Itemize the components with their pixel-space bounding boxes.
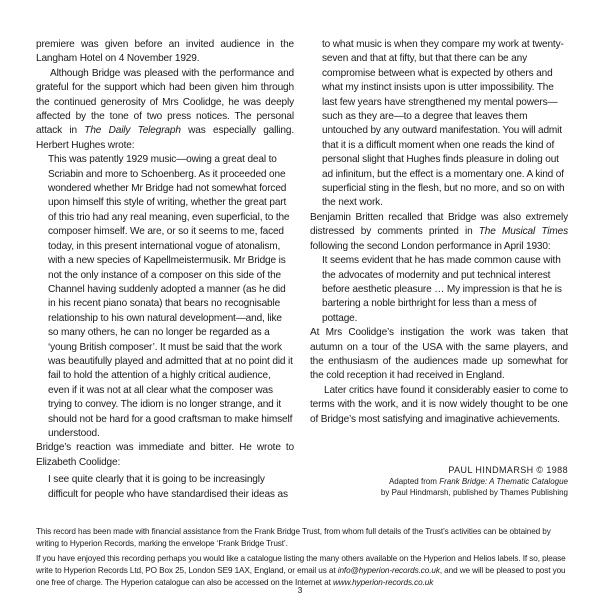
quote-text: I see quite clearly that it is going to be increasingly difficult for people who have standardised their ideas as	[48, 474, 288, 500]
trust-note: This record has been made with financial assistance from the Frank Bridge Trust, from whom full details of the Trust’s activities can be obtained by writing to Hyperion Records, marking the envelope ‘Frank Bridge Trust’.	[36, 527, 551, 548]
quote-text: to what music is when they compare my work at twenty-seven and that at fifty, but that there can be any compromise between what is expected by others and what my instinct insists upon is utter impossibility. The last few years have strengthened my mental powers—such as they are—to a degree that leaves them untouched by any outward manifestation. You will admit that it is a difficult moment when one reads the kind of personal slight that Hughes finds pleasure in doling out ad infinitum, but the effect is a momentary one. A kind of superficial sting in the flesh, but no more, and so on with the next work.	[322, 39, 565, 209]
paragraph-text: Although Bridge was pleased with the performance and grateful for the support which had been given him through the continued generosity of Mrs Coolidge, he was deeply affected by the tone of two press notices. The personal attack in	[36, 67, 294, 137]
source-title: Frank Bridge: A Thematic Catalogue	[439, 477, 568, 486]
source-line	[310, 476, 568, 487]
catalogue-note	[36, 553, 570, 589]
block-quote	[322, 38, 568, 211]
author-credit	[310, 465, 568, 498]
author-name: PAUL HINDMARSH © 1988	[448, 465, 568, 475]
paragraph: Later critics have found it considerably easier to come to terms with the work, and it is now widely thought to be one of Bridge’s most satisfying and imaginative achievements.	[310, 384, 568, 425]
journal-title: The Musical Times	[478, 226, 568, 238]
block-quote	[48, 473, 294, 502]
paragraph-text: was especially galling. Herbert Hughes wrote:	[36, 125, 294, 151]
paragraph-text: following the second London performance in April 1930:	[310, 240, 551, 252]
paragraph: At Mrs Coolidge’s instigation the work was taken that autumn on a tour of the USA with the same players, and the enthusiasm of the audiences made up somewhat for the cold reception it had received in England.	[310, 327, 568, 382]
paragraph	[36, 67, 294, 153]
paragraph-text: Benjamin Britten recalled that Bridge was also extremely distressed by comments printed in	[310, 211, 568, 238]
paragraph	[310, 211, 568, 254]
paragraph: premiere was given before an invited audience in the Langham Hotel on 4 November 1929.	[36, 39, 294, 65]
block-quote	[322, 254, 568, 326]
publisher-line: by Paul Hindmarsh, published by Thames Publishing	[380, 488, 568, 497]
catalogue-text: If you have enjoyed this recording perhaps you would like a catalogue listing the many others available on the Hyperion and Helios labels. If so, please write to Hyperion Records Ltd, PO Box 25, London SE9 1AX, England, or email us at	[36, 554, 566, 575]
catalogue-text: , and we will be pleased to post you one free of charge. The Hyperion catalogue can also be accessed on the Internet at	[36, 566, 566, 587]
website-link[interactable]: www.hyperion-records.co.uk	[332, 578, 434, 587]
newspaper-title: The Daily Telegraph	[84, 125, 181, 137]
paragraph: Bridge’s reaction was immediate and bitter. He wrote to Elizabeth Coolidge:	[36, 442, 294, 468]
block-quote	[48, 153, 294, 441]
left-column	[36, 38, 294, 502]
quote-text: This was patently 1929 music—owing a great deal to Scriabin and more to Schoenberg. As it proceeded one wondered whether Mr Bridge had not somewhat forced upon himself this style of writing, whether the great part of this trio had any real meaning, even superficial, to the composer himself. We are, or so it seems to me, faced today, in this present international vogue of atonalism, with a new species of Kapellmeistermusik. Mr Bridge is not the only instance of a composer on this side of the Channel having suddenly adopted a manner (as he did in his recent piano sonata) that bears no recognisable relationship to his own natural development—and, like so many others, he can no longer be regarded as a ‘young British composer’. It must be said that the work was beautifully played and admitted that at no point did it fail to hold the attention of a highly critical audience, even if it was not at all clear what the composer was trying to convey. The idiom is no longer strange, and it should not be hard for a good craftsman to make himself understood.	[48, 154, 293, 439]
right-column	[310, 38, 568, 427]
page-number: 3	[297, 585, 303, 595]
quote-text: It seems evident that he has made common cause with the advocates of modernity and put technical interest before aesthetic pleasure … My impression is that he is bartering a noble birthright for less than a mess of pottage.	[322, 255, 562, 324]
email-link[interactable]: info@hyperion-records.co.uk	[337, 566, 440, 575]
source-prefix: Adapted from	[388, 477, 440, 486]
